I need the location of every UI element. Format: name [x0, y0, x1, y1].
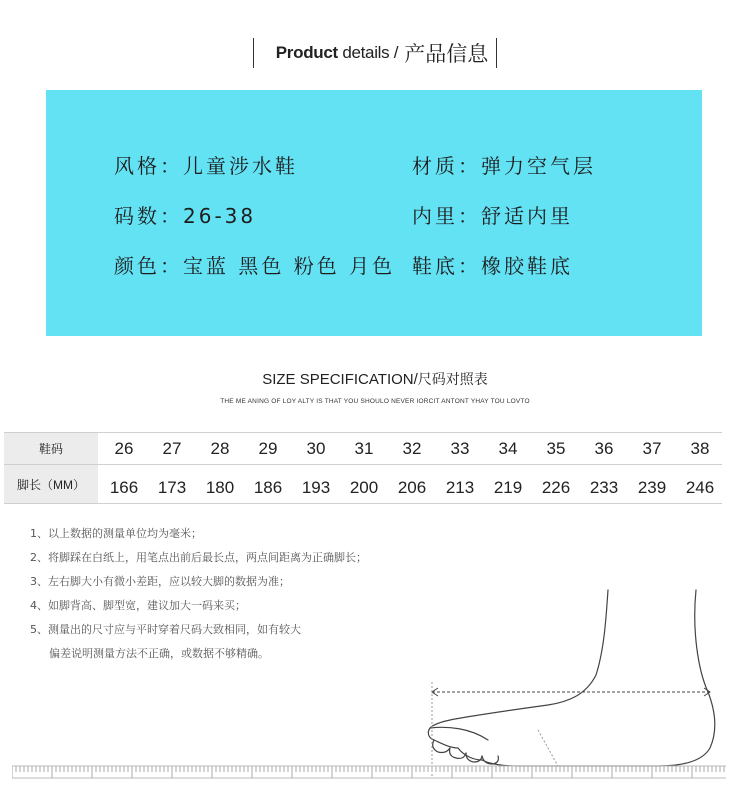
info-colors: 颜色：宝蓝 黑色 粉色 月色 [114, 254, 396, 278]
note-line: 4、如脚背高、脚型宽，建议加大一码来买； [30, 599, 246, 612]
size-cell: 29 [258, 438, 278, 458]
size-chart-title: SIZE SPECIFICATION/尺码对照表 [262, 371, 488, 388]
length-cell: 173 [157, 478, 187, 497]
product-info-panel [46, 90, 702, 336]
info-lining: 内里：舒适内里 [412, 204, 573, 228]
info-sole: 鞋底：橡胶鞋底 [412, 254, 573, 278]
size-table [4, 432, 722, 504]
size-cell: 26 [114, 438, 134, 458]
info-sizes: 码数：26-38 [114, 204, 257, 228]
size-cell: 35 [546, 438, 566, 458]
title-bar-left [253, 38, 254, 68]
measurement-notes [30, 522, 367, 666]
size-label: 鞋码 [4, 433, 98, 464]
length-cell: 206 [397, 478, 427, 497]
length-cell: 213 [445, 478, 475, 497]
foot-illustration [418, 580, 718, 780]
size-cell: 31 [354, 438, 374, 458]
length-cell: 219 [493, 478, 523, 497]
length-cell: 233 [589, 478, 619, 497]
section-title [0, 38, 750, 68]
note-line: 2、将脚踩在白纸上，用笔点出前后最长点，两点间距离为正确脚长； [30, 551, 367, 564]
note-line: 5、测量出的尺寸应与平时穿着尺码大致相同，如有较大 [30, 623, 301, 636]
note-line: 1、以上数据的测量单位均为毫米； [30, 527, 202, 540]
title-cn: 产品信息 [404, 42, 489, 66]
size-cell: 28 [210, 438, 230, 458]
note-line: 3、左右脚大小有微小差距，应以较大脚的数据为准； [30, 575, 290, 588]
info-style: 风格：儿童涉水鞋 [114, 154, 298, 178]
length-cell: 186 [253, 478, 283, 497]
length-cell: 193 [301, 478, 331, 497]
size-cell: 33 [450, 438, 470, 458]
length-cell: 180 [205, 478, 235, 497]
size-cell: 34 [498, 438, 518, 458]
title-bar-right [496, 38, 497, 68]
size-row [4, 432, 722, 464]
length-cell: 246 [685, 478, 715, 497]
size-cell: 32 [402, 438, 422, 458]
size-cell: 38 [690, 438, 710, 458]
ruler [12, 762, 726, 782]
length-label: 脚长（MM） [4, 465, 98, 503]
length-row [4, 464, 722, 504]
info-material: 材质：弹力空气层 [412, 154, 596, 178]
size-cell: 36 [594, 438, 614, 458]
length-cell: 200 [349, 478, 379, 497]
title-en: Product details / [275, 43, 399, 62]
size-cell: 37 [642, 438, 662, 458]
note-line: 偏差说明测量方法不正确，或数据不够精确。 [49, 647, 269, 660]
size-cell: 30 [306, 438, 326, 458]
length-cell: 166 [109, 478, 139, 497]
size-chart-subtitle: THE ME ANING OF LOY ALTY IS THAT YOU SHOULO NEVER IORCIT ANTONT YHAY TOU LOVTO [220, 398, 530, 405]
size-cell: 27 [162, 438, 182, 458]
length-cell: 226 [541, 478, 571, 497]
length-cell: 239 [637, 478, 667, 497]
